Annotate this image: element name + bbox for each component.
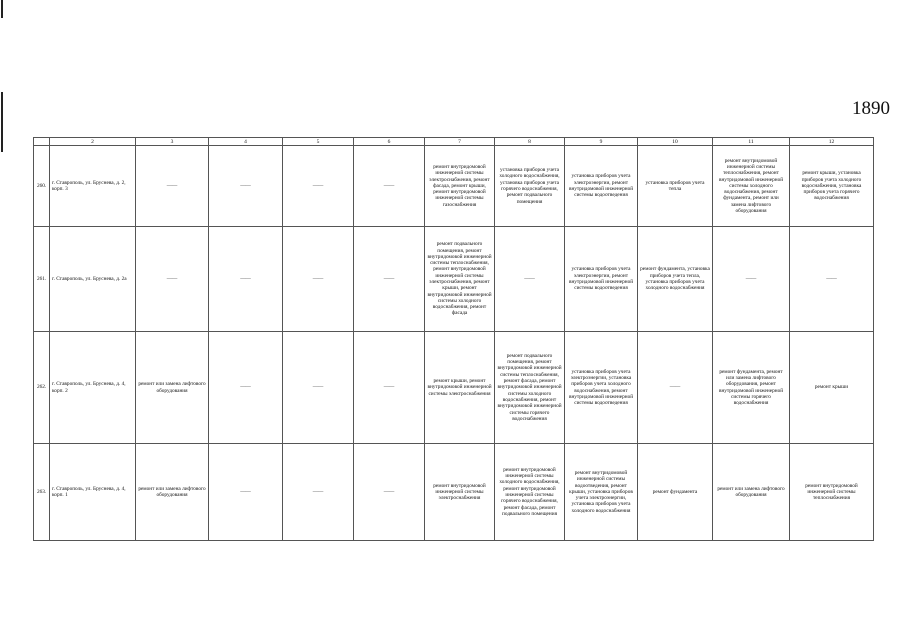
table-row xyxy=(34,227,874,332)
cell-col9: установка приборов учета электроэнергии, ремонт внутридомовой инженерной системы водоотведения xyxy=(565,227,638,332)
cell-col8: установка приборов учета холодного водоснабжения, установка приборов учета горячего водоснабжения, ремонт подвального помещения xyxy=(495,146,565,227)
table-row xyxy=(34,444,874,541)
col-header xyxy=(34,138,50,146)
col-header: 4 xyxy=(209,138,283,146)
table-row xyxy=(34,332,874,444)
cell-col5: —— xyxy=(283,146,354,227)
cell-col12: ремонт крыши xyxy=(790,332,874,444)
cell-col5: —— xyxy=(283,332,354,444)
row-number: 263. xyxy=(34,444,50,541)
cell-col10: ремонт фундамента xyxy=(638,444,713,541)
cell-col11: —— xyxy=(713,227,790,332)
cell-col6: —— xyxy=(354,444,425,541)
row-number: 261. xyxy=(34,227,50,332)
cell-col7: ремонт крыши, ремонт внутридомовой инженерной системы электроснабжения xyxy=(425,332,495,444)
cell-col10: установка приборов учета тепла xyxy=(638,146,713,227)
row-number: 262. xyxy=(34,332,50,444)
cell-col7: ремонт подвального помещения, ремонт внутридомовой инженерной системы теплоснабжения, ремонт внутридомовой инженерной системы электроснабжения, ремонт крыши, ремонт внутридомовой инженерной системы холодного водоснабжения, ремонт фасада xyxy=(425,227,495,332)
cell-col6: —— xyxy=(354,227,425,332)
col-header: 10 xyxy=(638,138,713,146)
cell-col10: —— xyxy=(638,332,713,444)
cell-col12: ремонт крыши, установка приборов учета холодного водоснабжения, установка приборов учета горячего водоснабжения xyxy=(790,146,874,227)
address-cell: г. Ставрополь, ул. Бруснева, д. 2а xyxy=(50,227,136,332)
address-cell: г. Ставрополь, ул. Бруснева, д. 2, корп. 3 xyxy=(50,146,136,227)
col-header: 7 xyxy=(425,138,495,146)
cell-col11: ремонт внутридомовой инженерной системы теплоснабжения, ремонт внутридомовой инженерной системы холодного водоснабжения, ремонт фундамента, ремонт или замена лифтового оборудования xyxy=(713,146,790,227)
cell-col3: —— xyxy=(136,227,209,332)
cell-col9: установка приборов учета электроэнергии, установка приборов учета холодного водоснабжения, ремонт внутридомовой инженерной системы водоотведения xyxy=(565,332,638,444)
cell-col3: ремонт или замена лифтового оборудования xyxy=(136,444,209,541)
cell-col4: —— xyxy=(209,444,283,541)
cell-col10: ремонт фундамента, установка приборов учета тепла, установка приборов учета холодного водоснабжения xyxy=(638,227,713,332)
repair-schedule-table xyxy=(33,137,874,541)
margin-mark-side xyxy=(1,92,3,152)
col-header: 9 xyxy=(565,138,638,146)
cell-col3: —— xyxy=(136,146,209,227)
margin-mark-top xyxy=(1,0,3,18)
cell-col11: ремонт фундамента, ремонт или замена лифтового оборудования, ремонт внутридомовой инженерной системы горячего водоснабжения xyxy=(713,332,790,444)
address-cell: г. Ставрополь, ул. Бруснева, д. 4, корп. 1 xyxy=(50,444,136,541)
cell-col4: —— xyxy=(209,146,283,227)
cell-col8: ремонт внутридомовой инженерной системы холодного водоснабжения, ремонт внутридомовой инженерной системы горячего водоснабжения, ремонт фасада, ремонт подвального помещения xyxy=(495,444,565,541)
header-row xyxy=(34,138,874,146)
cell-col9: ремонт внутридомовой инженерной системы водоотведения, ремонт крыши, установка приборов учета электроэнергии, установка приборов учета холодного водоснабжения xyxy=(565,444,638,541)
cell-col8: —— xyxy=(495,227,565,332)
col-header: 11 xyxy=(713,138,790,146)
cell-col3: ремонт или замена лифтового оборудования xyxy=(136,332,209,444)
row-number: 260. xyxy=(34,146,50,227)
table-row xyxy=(34,146,874,227)
cell-col6: —— xyxy=(354,146,425,227)
cell-col6: —— xyxy=(354,332,425,444)
cell-col5: —— xyxy=(283,444,354,541)
col-header: 6 xyxy=(354,138,425,146)
cell-col8: ремонт подвального помещения, ремонт внутридомовой инженерной системы теплоснабжения, ремонт фасада, ремонт внутридомовой инженерной системы холодного водоснабжения, ремонт внутридомовой инженерной системы горячего водоснабжения xyxy=(495,332,565,444)
col-header: 8 xyxy=(495,138,565,146)
col-header: 5 xyxy=(283,138,354,146)
cell-col4: —— xyxy=(209,332,283,444)
col-header: 2 xyxy=(50,138,136,146)
cell-col12: ремонт внутридомовой инженерной системы теплоснабжения xyxy=(790,444,874,541)
cell-col5: —— xyxy=(283,227,354,332)
cell-col9: установка приборов учета электроэнергии, ремонт внутридомовой инженерной системы водоотведения xyxy=(565,146,638,227)
cell-col4: —— xyxy=(209,227,283,332)
cell-col7: ремонт внутридомовой инженерной системы электроснабжения, ремонт фасада, ремонт крыши, ремонт внутридомовой инженерной системы газоснабжения xyxy=(425,146,495,227)
cell-col7: ремонт внутридомовой инженерной системы электроснабжения xyxy=(425,444,495,541)
page-number: 1890 xyxy=(852,98,890,119)
address-cell: г. Ставрополь, ул. Бруснева, д. 4, корп. 2 xyxy=(50,332,136,444)
cell-col12: —— xyxy=(790,227,874,332)
col-header: 12 xyxy=(790,138,874,146)
col-header: 3 xyxy=(136,138,209,146)
cell-col11: ремонт или замена лифтового оборудования xyxy=(713,444,790,541)
